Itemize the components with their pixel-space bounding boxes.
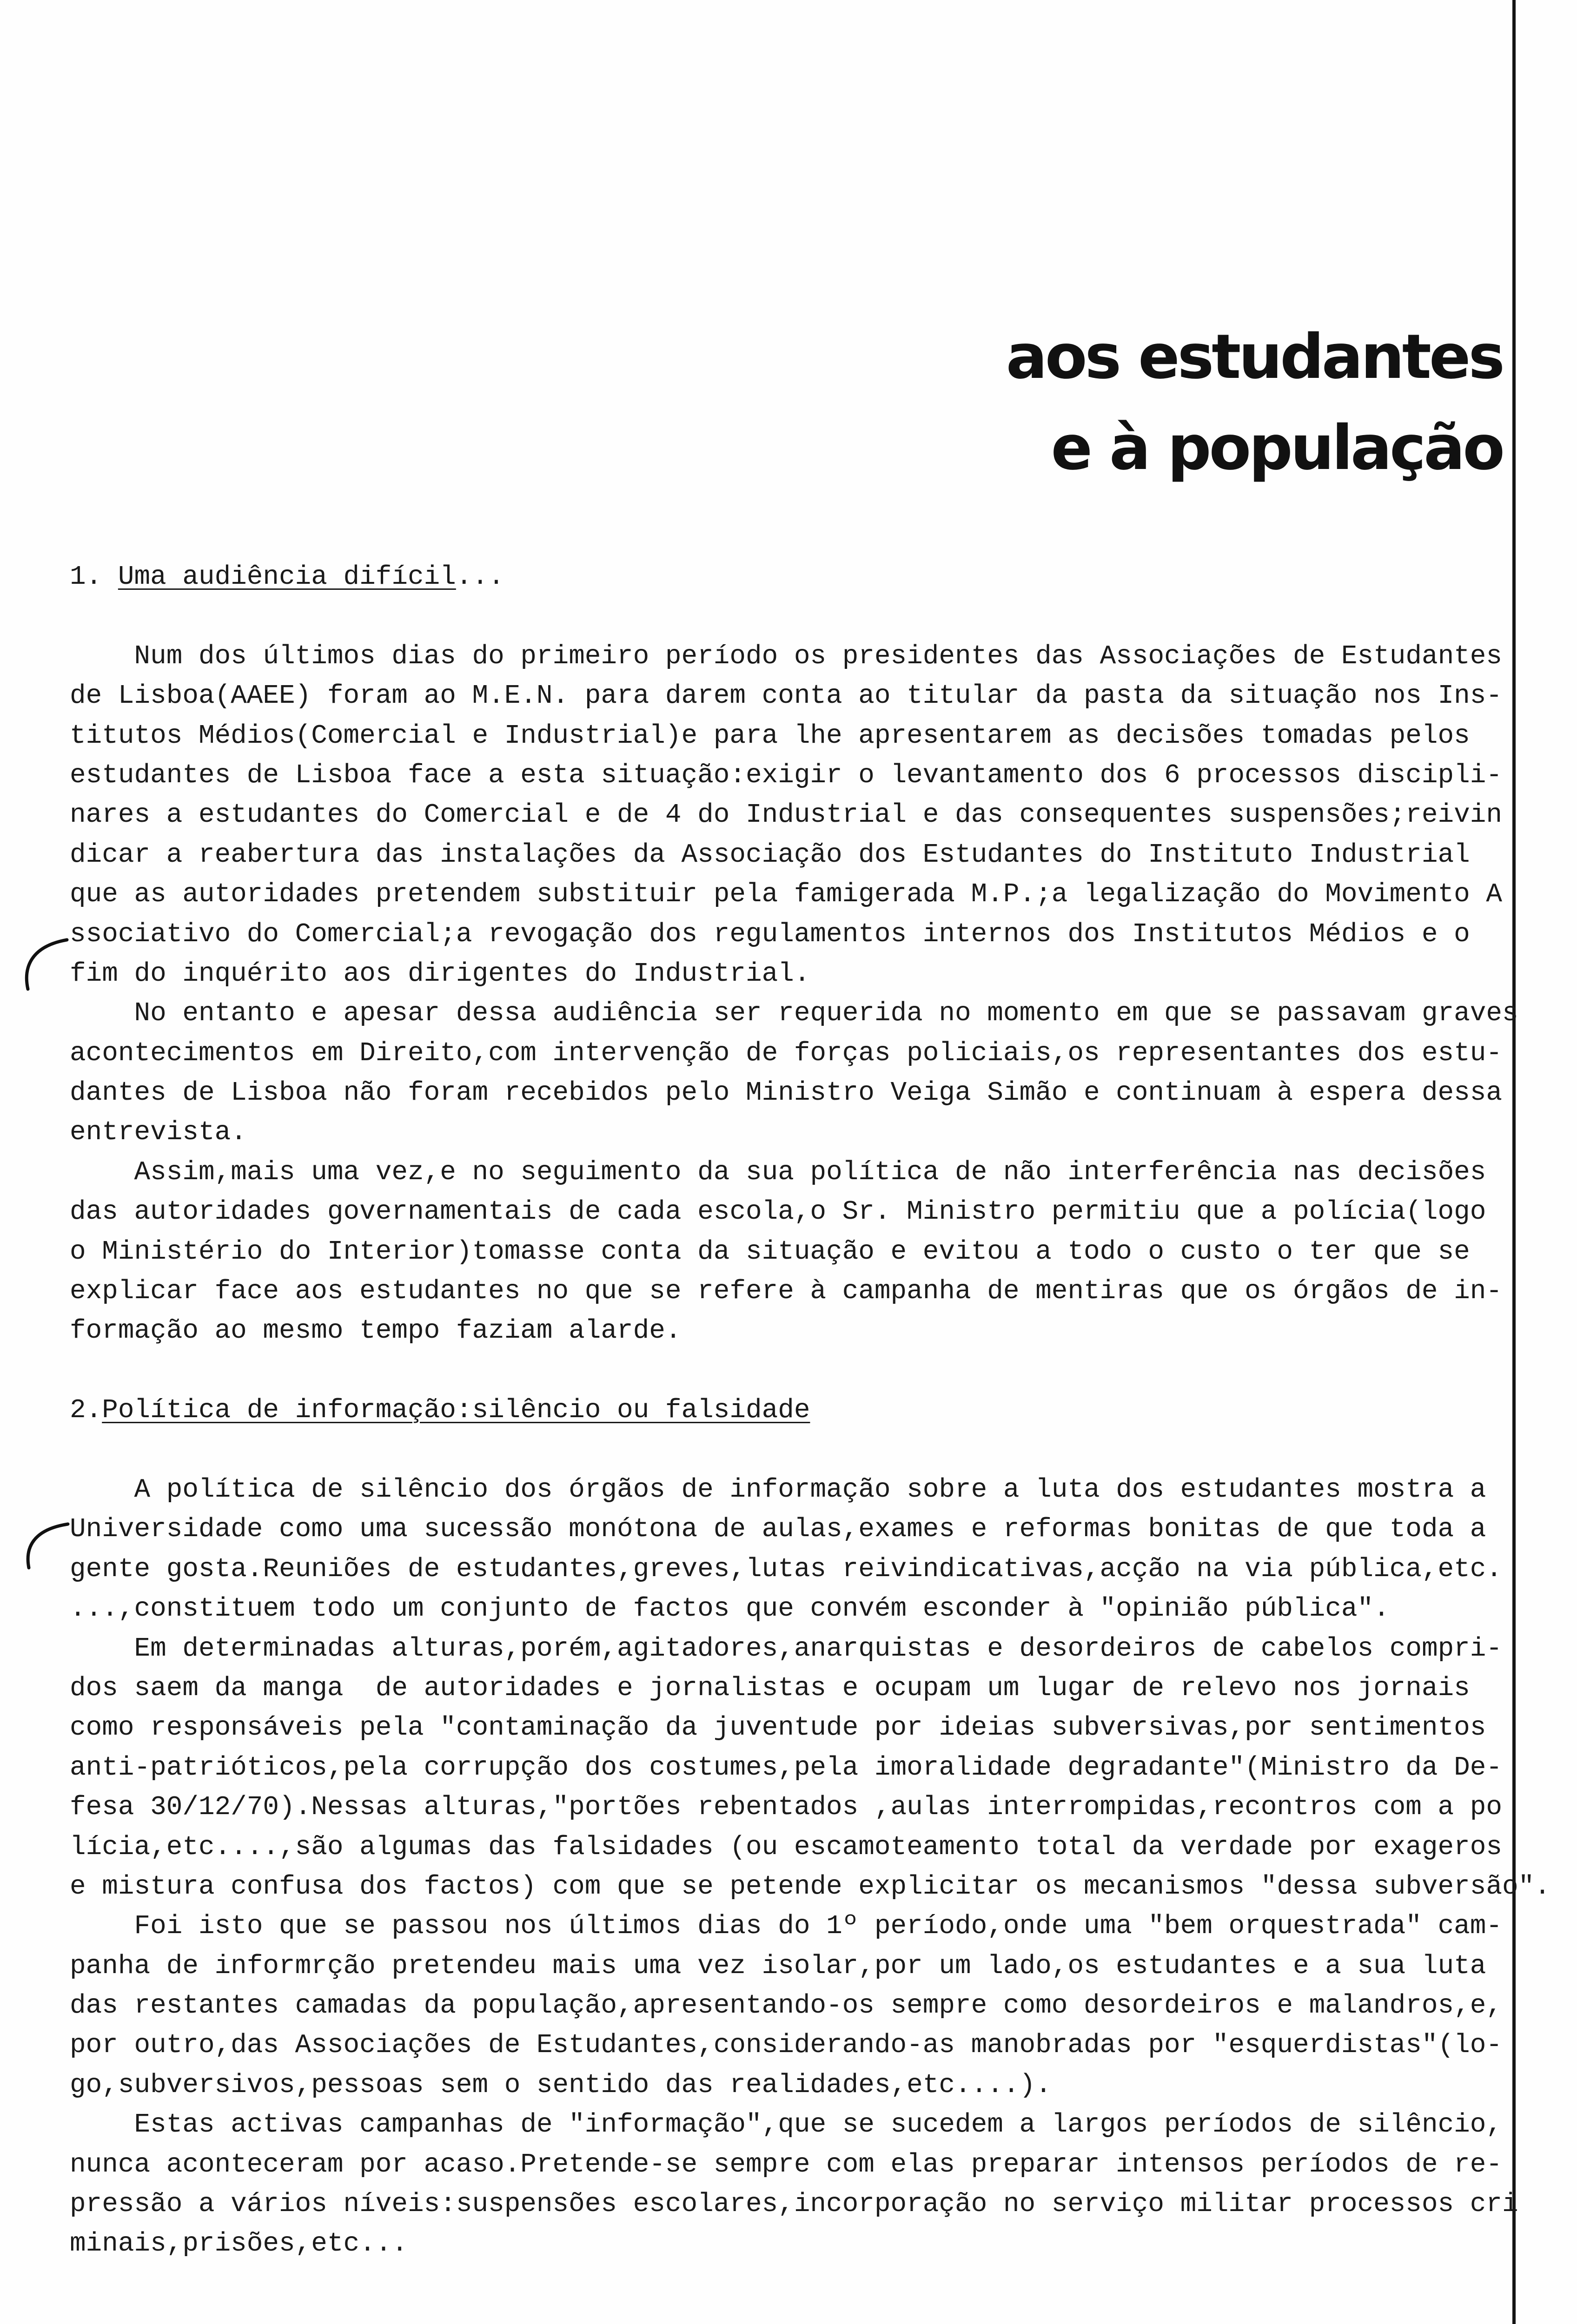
- heading-number: 1.: [70, 562, 118, 592]
- heading-suffix: ...: [456, 562, 504, 592]
- text-line: explicar face aos estudantes no que se refere à campanha de mentiras que os órgãos de in-: [70, 1276, 1503, 1307]
- punch-hole-mark: [19, 934, 72, 992]
- text-line: go,subversivos,pessoas sem o sentido das realidades,etc....).: [70, 2070, 1052, 2100]
- text-line: Assim,mais uma vez,e no seguimento da sua política de não interferência nas decisões: [134, 1157, 1486, 1188]
- paragraph: [70, 2105, 1557, 2264]
- text-line: nares a estudantes do Comercial e de 4 do Industrial e das consequentes suspensões;reivin: [70, 800, 1503, 831]
- document-body: [70, 557, 1557, 2264]
- text-line: estudantes de Lisboa face a esta situação:exigir o levantamento dos 6 processos discipli-: [70, 760, 1503, 791]
- paragraph: [70, 1907, 1557, 2105]
- paragraph: [70, 994, 1557, 1153]
- paragraph: [70, 1629, 1557, 1907]
- text-line: anti-patrióticos,pela corrupção dos costumes,pela imoralidade degradante"(Ministro da De-: [70, 1752, 1503, 1783]
- text-line: Universidade como uma sucessão monótona de aulas,exames e reformas bonitas de que toda a: [70, 1514, 1486, 1545]
- text-line: formação ao mesmo tempo faziam alarde.: [70, 1316, 682, 1347]
- text-line: fesa 30/12/70).Nessas alturas,"portões rebentados ,aulas interrompidas,recontros com a po: [70, 1792, 1503, 1823]
- text-line: Estas activas campanhas de "informação",que se sucedem a largos períodos de silêncio,: [134, 2110, 1503, 2140]
- spacer: [70, 1431, 1557, 1470]
- text-line: Num dos últimos dias do primeiro período os presidentes das Associações de Estudantes: [134, 641, 1503, 672]
- text-line: o Ministério do Interior)tomasse conta da situação e evitou a todo o custo o ter que se: [70, 1236, 1470, 1267]
- title-line-2: e à população: [1051, 412, 1503, 484]
- text-line: lícia,etc....,são algumas das falsidades (ou escamoteamento total da verdade por exageros: [70, 1832, 1503, 1862]
- text-line: dantes de Lisboa não foram recebidos pelo Ministro Veiga Simão e continuam à espera dessa: [70, 1078, 1503, 1109]
- text-line: e mistura confusa dos factos) com que se petende explicitar os mecanismos "dessa subversão".: [70, 1871, 1550, 1902]
- punch-hole-mark: [19, 1518, 72, 1571]
- spacer: [70, 597, 1557, 636]
- page-title: [1006, 311, 1503, 494]
- text-line: titutos Médios(Comercial e Industrial)e para lhe apresentarem as decisões tomadas pelos: [70, 720, 1470, 751]
- text-line: panha de informrção pretendeu mais uma vez isolar,por um lado,os estudantes e a sua luta: [70, 1951, 1486, 1981]
- text-line: No entanto e apesar dessa audiência ser requerida no momento em que se passavam graves: [134, 998, 1518, 1029]
- heading-number: 2.: [70, 1395, 102, 1426]
- text-line: fim do inquérito aos dirigentes do Industrial.: [70, 958, 810, 989]
- text-line: Foi isto que se passou nos últimos dias do 1º período,onde uma "bem orquestrada" cam-: [134, 1911, 1503, 1942]
- text-line: ...,constituem todo um conjunto de factos que convém esconder à "opinião pública".: [70, 1594, 1390, 1624]
- text-line: pressão a vários níveis:suspensões escolares,incorporação no serviço militar processos cri: [70, 2189, 1518, 2220]
- text-line: por outro,das Associações de Estudantes,considerando-as manobradas por "esquerdistas"(lo-: [70, 2030, 1503, 2061]
- paragraph: [70, 1153, 1557, 1351]
- text-line: acontecimentos em Direito,com intervenção de forças policiais,os representantes dos estu-: [70, 1038, 1503, 1069]
- text-line: minais,prisões,etc...: [70, 2229, 408, 2259]
- text-line: A política de silêncio dos órgãos de informação sobre a luta dos estudantes mostra a: [134, 1474, 1486, 1505]
- text-line: dicar a reabertura das instalações da Associação dos Estudantes do Instituto Industrial: [70, 839, 1470, 870]
- text-line: dos saem da manga de autoridades e jornalistas e ocupam um lugar de relevo nos jornais: [70, 1673, 1470, 1703]
- text-line: das restantes camadas da população,apresentando-os sempre como desordeiros e malandros,e,: [70, 1991, 1503, 2021]
- text-line: gente gosta.Reuniões de estudantes,greves,lutas reivindicativas,acção na via pública,etc.: [70, 1554, 1503, 1585]
- text-line: nunca aconteceram por acaso.Pretende-se sempre com elas preparar intensos períodos de re-: [70, 2149, 1503, 2180]
- text-line: das autoridades governamentais de cada escola,o Sr. Ministro permitiu que a polícia(logo: [70, 1197, 1486, 1228]
- title-line-1: aos estudantes: [1006, 321, 1503, 393]
- text-line: ssociativo do Comercial;a revogação dos regulamentos internos dos Institutos Médios e o: [70, 919, 1470, 950]
- heading-title: Uma audiência difícil: [118, 562, 456, 592]
- text-line: de Lisboa(AAEE) foram ao M.E.N. para darem conta ao titular da pasta da situação nos Ins-: [70, 681, 1503, 712]
- spacer: [70, 1351, 1557, 1391]
- text-line: que as autoridades pretendem substituir pela famigerada M.P.;a legalização do Movimento A: [70, 879, 1503, 910]
- text-line: como responsáveis pela "contaminação da juventude por ideias subversivas,por sentimentos: [70, 1713, 1486, 1743]
- text-line: entrevista.: [70, 1117, 247, 1148]
- paragraph: [70, 637, 1557, 994]
- text-line: Em determinadas alturas,porém,agitadores,anarquistas e desordeiros de cabelos compri-: [134, 1633, 1503, 1664]
- section-2-heading: [70, 1391, 1557, 1430]
- section-1-heading: [70, 557, 1557, 597]
- heading-title: Política de informação:silêncio ou falsidade: [102, 1395, 810, 1426]
- paragraph: [70, 1470, 1557, 1629]
